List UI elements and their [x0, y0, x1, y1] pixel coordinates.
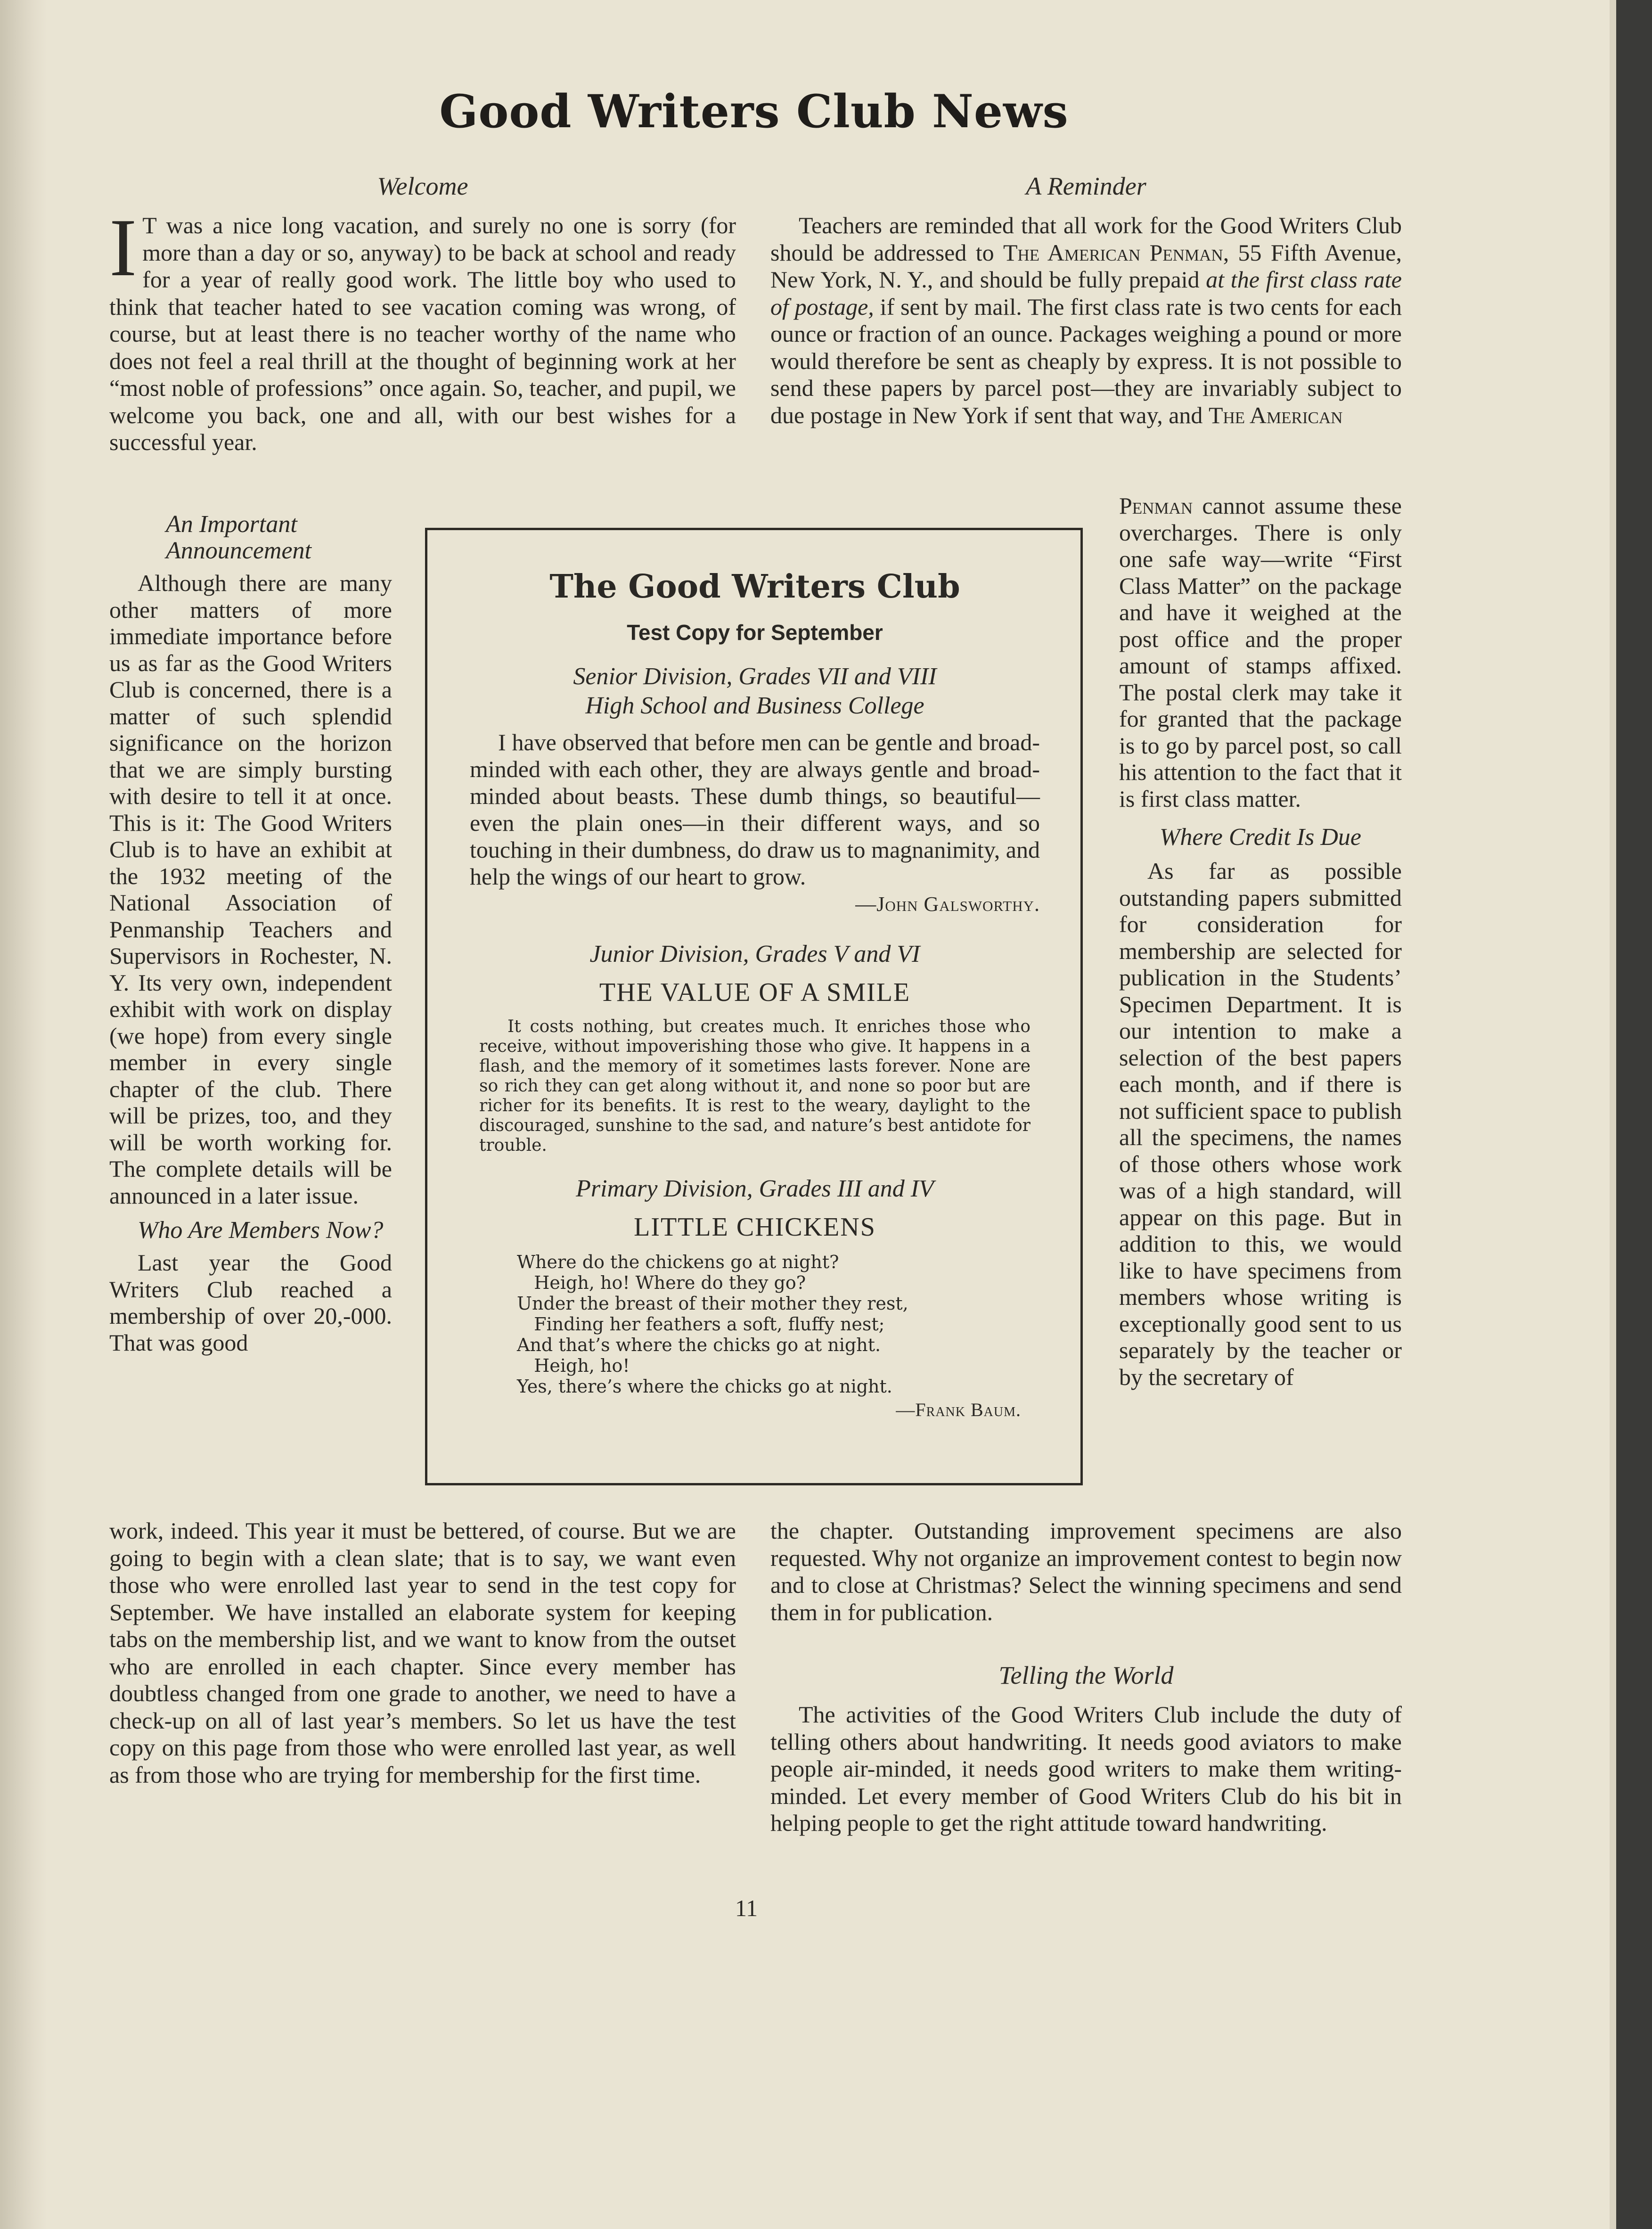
- junior-title: THE VALUE OF A SMILE: [599, 978, 911, 1007]
- poem-line: Under the breast of their mother they rest,: [517, 1293, 908, 1314]
- credit-text-narrow: As far as possible outstanding papers submitted for consideration for membership are selected for publication in the Students’ Specimen Department. It is our intention to make a selection of the best papers each month, and if there is not sufficient space to publish all the specimens, the names of those others whose work was of a high standard, will appear on this page. But in addition to this, we would like to have specimens from members whose writing is exceptionally good sent to us separately by the teacher or by the secretary of: [1119, 858, 1402, 1390]
- telling-heading: Telling the World: [998, 1661, 1174, 1689]
- senior-text: I have observed that before men can be gentle and broad-minded with each other, they are always gentle and broad-minded about beasts. These dumb things, so beautiful—even the plain ones—in their different ways, and so touching in their dumbness, do draw us to magnanimity, and help the wings of our heart to grow.: [470, 729, 1040, 890]
- page-number: 11: [735, 1895, 758, 1921]
- junior-text: It costs nothing, but creates much. It enriches those who receive, without impoverishing those who give. It happens in a flash, and the memory of it sometimes lasts forever. None are so rich they can get along without it, and none so poor but are richer for its benefits. It is rest to the weary, daylight to the discouraged, sunshine to the sad, and nature’s best antidote for trouble.: [479, 1017, 1030, 1155]
- announcement-text: Although there are many other matters of more immediate importance before us as far as the Good Writers Club is concerned, there is a matter of such splendid significance on the horizon that we are simply bursting with desire to tell it at once. This is it: The Good Writers Club is to have an exhibit at the 1932 meeting of the National Association of Penmanship Teachers and Supervisors in Rochester, N. Y. Its very own, independent exhibit with work on display (we hope) from every single member in every single chapter of the club. There will be prizes, too, and they will be worth working for. The complete details will be announced in a later issue.: [109, 570, 392, 1209]
- members-text-narrow: Last year the Good Writers Club reached a membership of over 20,-000. That was good: [109, 1249, 392, 1356]
- reminder-paragraph: [770, 212, 1402, 429]
- reminder-text-1: Teachers are reminded that all work for the Good Writers Club should be addressed to: [770, 212, 1402, 266]
- junior-division-heading: Junior Division, Grades V and VI: [589, 941, 920, 967]
- welcome-paragraph: [109, 202, 736, 456]
- reminder-text-3: if sent by mail. The first class rate is two cents for each ounce or fraction of an ounce. Packages weighing a pound or more would therefore be sent as cheaply by express. It is not possible to send these papers by parcel post—they are invariably subject to due postage in New York if sent that way, and: [770, 293, 1402, 428]
- right-narrow-column: [1119, 492, 1402, 1390]
- reminder-emphasis: at the first class rate of postage,: [770, 266, 1402, 320]
- reminder-text-4: cannot assume these overcharges. There is only one safe way—write “First Class Matter” on the package and have it weighed at the post office and the proper amount of stamps affixed. The postal clerk may take it for granted that the package is to go by parcel post, so call his attention to the fact that it is first class matter.: [1119, 492, 1402, 812]
- box-subtitle: Test Copy for September: [627, 620, 883, 645]
- credit-continued: [770, 1517, 1402, 1837]
- left-narrow-column: [109, 511, 392, 1356]
- primary-division-heading: Primary Division, Grades III and IV: [576, 1175, 934, 1202]
- poem: [470, 1252, 1040, 1397]
- telling-text: The activities of the Good Writers Club include the duty of telling others about handwriting. It needs good aviators to make people air-minded, it needs good writers to make them writing-minded. Let every member of Good Writers Club do his bit in helping people to get the right attitude toward handwriting.: [770, 1701, 1402, 1836]
- credit-text-wide: the chapter. Outstanding improvement specimens are also requested. Why not organize an improvement contest to begin now and to close at Christmas? Select the winning specimens and send them in for publication.: [770, 1517, 1402, 1625]
- page-edge: [1610, 0, 1616, 2229]
- members-heading: Who Are Members Now?: [138, 1217, 384, 1244]
- primary-title: LITTLE CHICKENS: [634, 1213, 876, 1242]
- magazine-name-3: Penman: [1119, 492, 1193, 519]
- senior-division-heading: Senior Division, Grades VII and VIII: [573, 663, 937, 690]
- welcome-section: [109, 170, 736, 456]
- welcome-text: T was a nice long vacation, and surely no one is sorry (for more than a day or so, anyway) to be back at school and ready for a year of really good work. The little boy who used to think that teacher hated to see vacation coming was wrong, of course, but at least there is no teacher worthy of the name who does not feel a real thrill at the thought of beginning work at her “most noble of professions” once again. So, teacher, and pupil, we welcome you back, one and all, with our best wishes for a successful year.: [109, 212, 736, 455]
- drop-cap: I: [109, 202, 137, 293]
- primary-signature: —Frank Baum.: [896, 1399, 1021, 1420]
- poem-line: Yes, there’s where the chicks go at night.: [517, 1376, 892, 1397]
- page-gutter: [0, 0, 47, 2229]
- magazine-name: The American Penman: [1003, 239, 1223, 266]
- reminder-heading: A Reminder: [1026, 172, 1146, 200]
- test-copy-box: [425, 528, 1083, 1485]
- poem-line: Where do the chickens go at night?: [517, 1252, 839, 1272]
- senior-signature: —John Galsworthy.: [855, 893, 1040, 916]
- credit-heading: Where Credit Is Due: [1160, 824, 1361, 851]
- senior-division-heading-2: High School and Business College: [585, 692, 924, 719]
- test-copy-content: [470, 568, 1040, 1444]
- members-text-wide: work, indeed. This year it must be bettered, of course. But we are going to begin with a clean slate; that is to say, we want even those who were enrolled last year to send in the test copy for September. We have installed an elaborate system for keeping tabs on the membership list, and we want to know from the outset who are enrolled in each chapter. Since every member has doubtless changed from one grade to another, we need to have a check-up on all of last year’s members. So let us have the test copy on this page from those who were enrolled last year, as well as from those who are trying for membership for the first time.: [109, 1517, 736, 1788]
- poem-line: Heigh, ho! Where do they go?: [517, 1272, 806, 1293]
- members-continued: [109, 1517, 736, 1788]
- announcement-heading: An Important Announcement: [166, 511, 312, 564]
- page-title: Good Writers Club News: [439, 85, 1069, 138]
- poem-line: And that’s where the chicks go at night.: [517, 1335, 881, 1355]
- poem-line: Heigh, ho!: [517, 1355, 630, 1376]
- magazine-name-2: The American: [1208, 402, 1343, 428]
- reminder-section: [770, 170, 1402, 429]
- poem-line: Finding her feathers a soft, fluffy nest;: [517, 1314, 885, 1335]
- box-title: The Good Writers Club: [549, 568, 960, 606]
- reminder-continued: [1119, 492, 1402, 812]
- reminder-text-2: , 55 Fifth Avenue, New York, N. Y., and should be fully prepaid: [770, 239, 1402, 293]
- welcome-heading: Welcome: [377, 172, 468, 200]
